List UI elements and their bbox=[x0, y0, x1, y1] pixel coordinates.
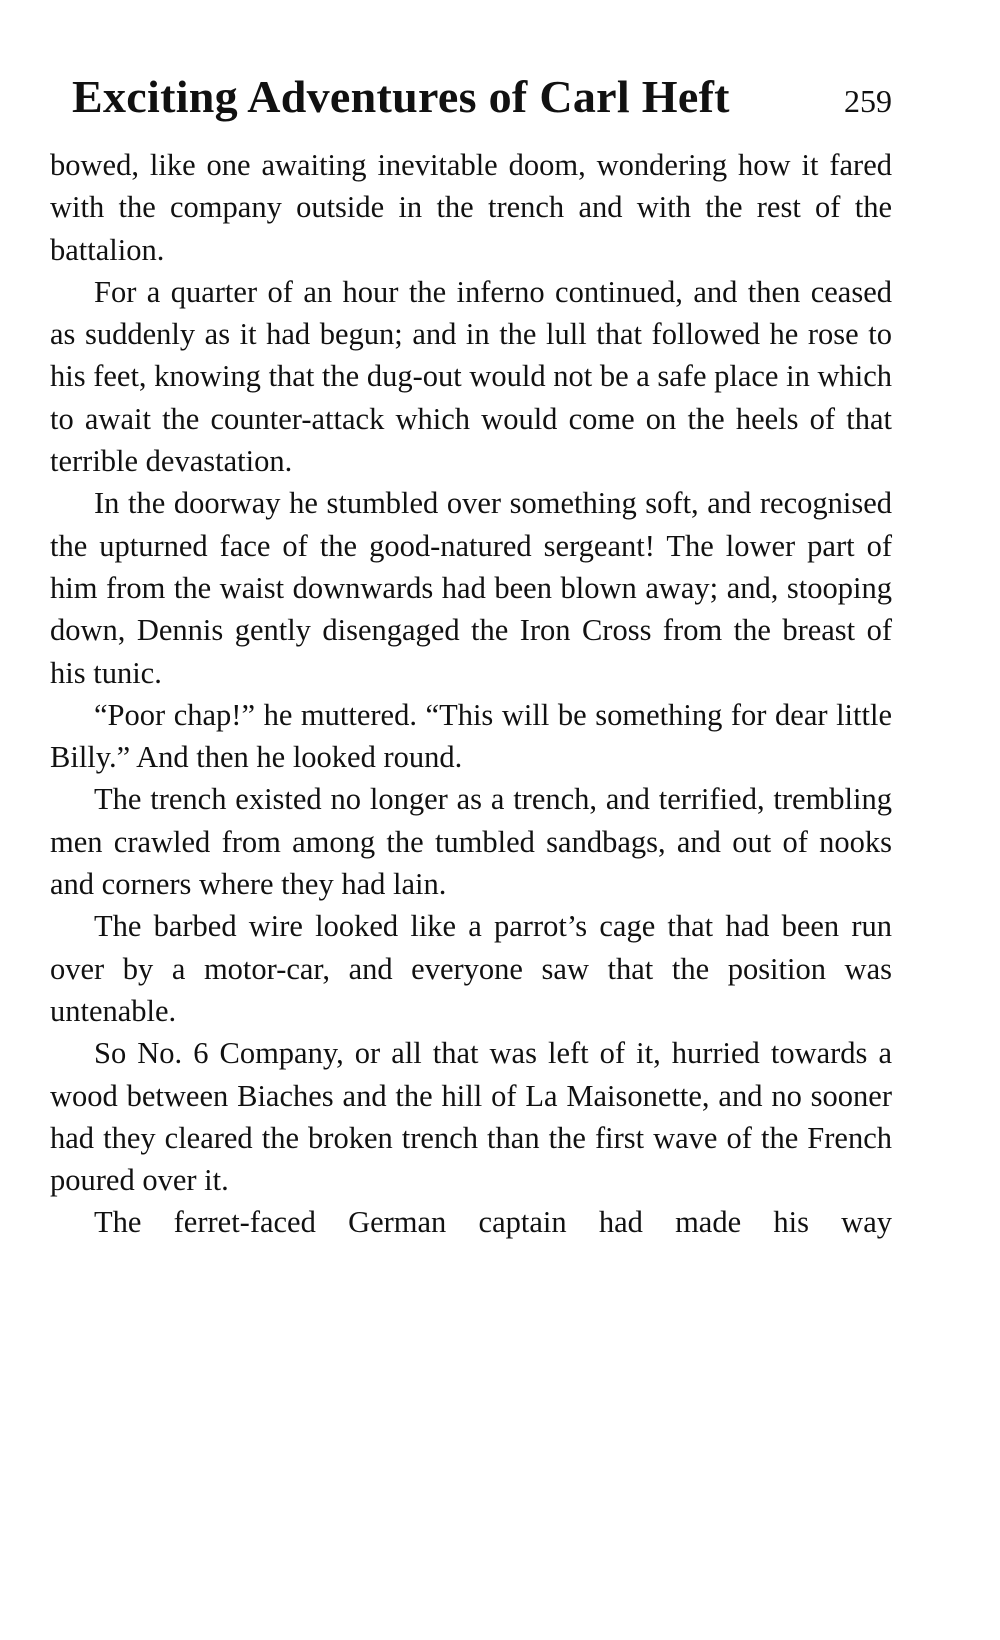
page-number: 259 bbox=[844, 83, 892, 119]
paragraph: bowed, like one awaiting inevitable doom, wondering how it fared with the company outside in the trench and with the rest of the battalion. bbox=[50, 148, 892, 267]
paragraph: The trench existed no longer as a trench, and terrified, trembling men crawled from among the tumbled sandbags, and out of nooks and corners where they had lain. bbox=[50, 782, 892, 902]
body-text bbox=[50, 144, 892, 1244]
paragraph: The ferret-faced German captain had made his way bbox=[94, 1205, 892, 1240]
paragraph: For a quarter of an hour the inferno continued, and then ceased as suddenly as it had begun; and in the lull that followed he rose to his feet, knowing that the dug-out would not be a safe place in which to await the counter-attack which would come on the heels of that terrible devastation. bbox=[50, 274, 892, 479]
paragraph: In the doorway he stumbled over something soft, and recognised the upturned face of the good-natured sergeant! The lower part of him from the waist downwards had been blown away; and, stooping down, Dennis gently disengaged the Iron Cross from the breast of his tunic. bbox=[50, 486, 892, 690]
page-header bbox=[50, 70, 892, 142]
book-page bbox=[50, 70, 892, 1244]
running-title: Exciting Adventures of Carl Heft bbox=[72, 71, 730, 122]
paragraph: The barbed wire looked like a parrot’s cage that had been run over by a motor-car, and everyone saw that the position was untenable. bbox=[50, 909, 892, 1028]
paragraph: So No. 6 Company, or all that was left of it, hurried towards a wood between Biaches and the hill of La Maisonette, and no sooner had they cleared the broken trench than the first wave of the French poured over it. bbox=[50, 1036, 892, 1198]
paragraph: “Poor chap!” he muttered. “This will be something for dear little Billy.” And then he looked round. bbox=[50, 697, 892, 775]
